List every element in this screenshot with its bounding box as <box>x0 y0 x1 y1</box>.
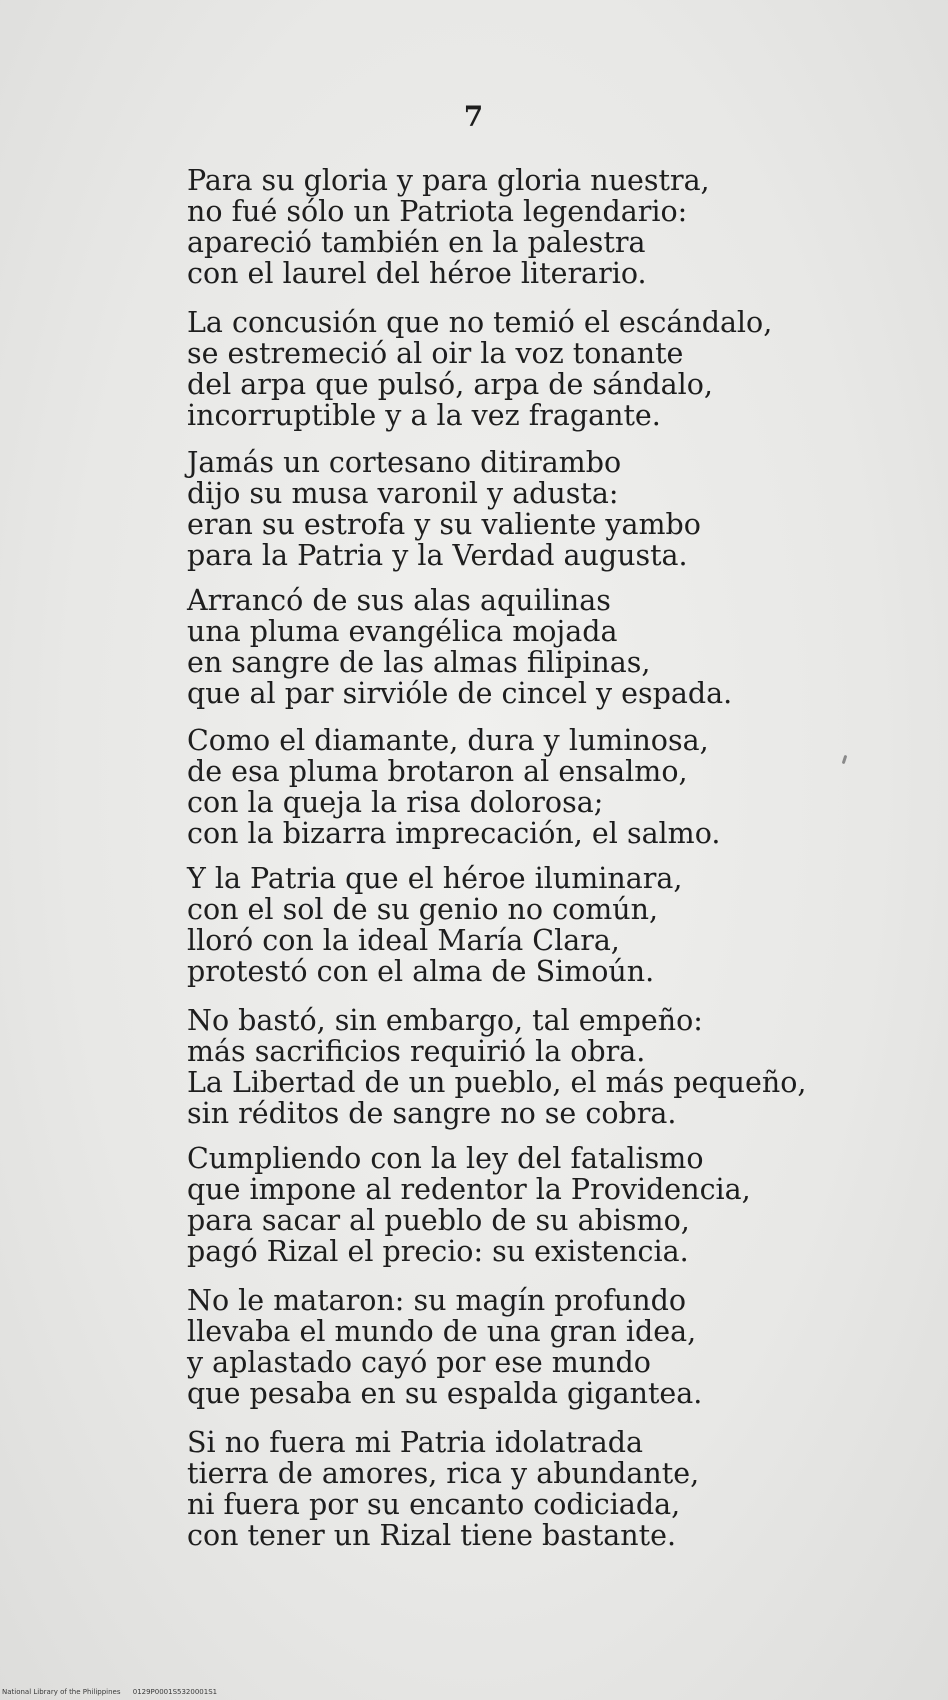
verse-line: en sangre de las almas filipinas, <box>187 646 651 679</box>
stanza <box>187 165 827 289</box>
verse-line: eran su estrofa y su valiente yambo <box>187 508 701 541</box>
verse-line: con el sol de su genio no común, <box>187 893 659 926</box>
verse-line: sin réditos de sangre no se cobra. <box>187 1097 677 1130</box>
scan-credit <box>2 1688 217 1696</box>
stanza <box>187 1285 827 1409</box>
ink-speck <box>842 755 848 764</box>
stanza <box>187 863 827 987</box>
verse-line: Jamás un cortesano ditirambo <box>187 446 622 479</box>
verse-line: ni fuera por su encanto codiciada, <box>187 1488 681 1521</box>
verse-line: lloró con la ideal María Clara, <box>187 924 620 957</box>
stanza <box>187 585 827 709</box>
verse-line: con la queja la risa dolorosa; <box>187 786 604 819</box>
verse-line: pagó Rizal el precio: su existencia. <box>187 1235 689 1268</box>
verse-line: que impone al redentor la Providencia, <box>187 1173 751 1206</box>
verse-line: una pluma evangélica mojada <box>187 615 618 648</box>
verse-line: con la bizarra imprecación, el salmo. <box>187 817 721 850</box>
verse-line: con tener un Rizal tiene bastante. <box>187 1519 677 1552</box>
verse-line: dijo su musa varonil y adusta: <box>187 477 619 510</box>
stanza <box>187 307 827 431</box>
stanza <box>187 1143 827 1267</box>
verse-line: apareció también en la palestra <box>187 226 646 259</box>
verse-line: más sacrificios requirió la obra. <box>187 1035 646 1068</box>
verse-line: con el laurel del héroe literario. <box>187 257 647 290</box>
poem <box>187 165 827 1551</box>
verse-line: no fué sólo un Patriota legendario: <box>187 195 688 228</box>
stanza <box>187 447 827 571</box>
page-number: 7 <box>463 100 485 133</box>
verse-line: llevaba el mundo de una gran idea, <box>187 1315 697 1348</box>
verse-line: No le mataron: su magín profundo <box>187 1284 686 1317</box>
verse-line: Si no fuera mi Patria idolatrada <box>187 1426 643 1459</box>
verse-line: que al par sirvióle de cincel y espada. <box>187 677 733 710</box>
verse-line: La concusión que no temió el escándalo, <box>187 306 773 339</box>
stanza <box>187 1005 827 1129</box>
verse-line: Y la Patria que el héroe iluminara, <box>187 862 683 895</box>
verse-line: se estremeció al oir la voz tonante <box>187 337 684 370</box>
verse-line: Para su gloria y para gloria nuestra, <box>187 164 710 197</box>
verse-line: Arrancó de sus alas aquilinas <box>187 584 611 617</box>
verse-line: tierra de amores, rica y abundante, <box>187 1457 700 1490</box>
verse-line: Como el diamante, dura y luminosa, <box>187 724 709 757</box>
library-credit: National Library of the Philippines <box>2 1688 121 1696</box>
verse-line: de esa pluma brotaron al ensalmo, <box>187 755 688 788</box>
verse-line: para la Patria y la Verdad augusta. <box>187 539 688 572</box>
stanza <box>187 725 827 849</box>
verse-line: La Libertad de un pueblo, el más pequeño, <box>187 1066 807 1099</box>
verse-line: Cumpliendo con la ley del fatalismo <box>187 1142 704 1175</box>
verse-line: y aplastado cayó por ese mundo <box>187 1346 651 1379</box>
verse-line: No bastó, sin embargo, tal empeño: <box>187 1004 703 1037</box>
verse-line: protestó con el alma de Simoún. <box>187 955 655 988</box>
stanza <box>187 1427 827 1551</box>
verse-line: incorruptible y a la vez fragante. <box>187 399 661 432</box>
verse-line: para sacar al pueblo de su abismo, <box>187 1204 690 1237</box>
verse-line: del arpa que pulsó, arpa de sándalo, <box>187 368 713 401</box>
scan-code: 0129P0001S5320001S1 <box>132 1688 218 1696</box>
verse-line: que pesaba en su espalda gigantea. <box>187 1377 703 1410</box>
